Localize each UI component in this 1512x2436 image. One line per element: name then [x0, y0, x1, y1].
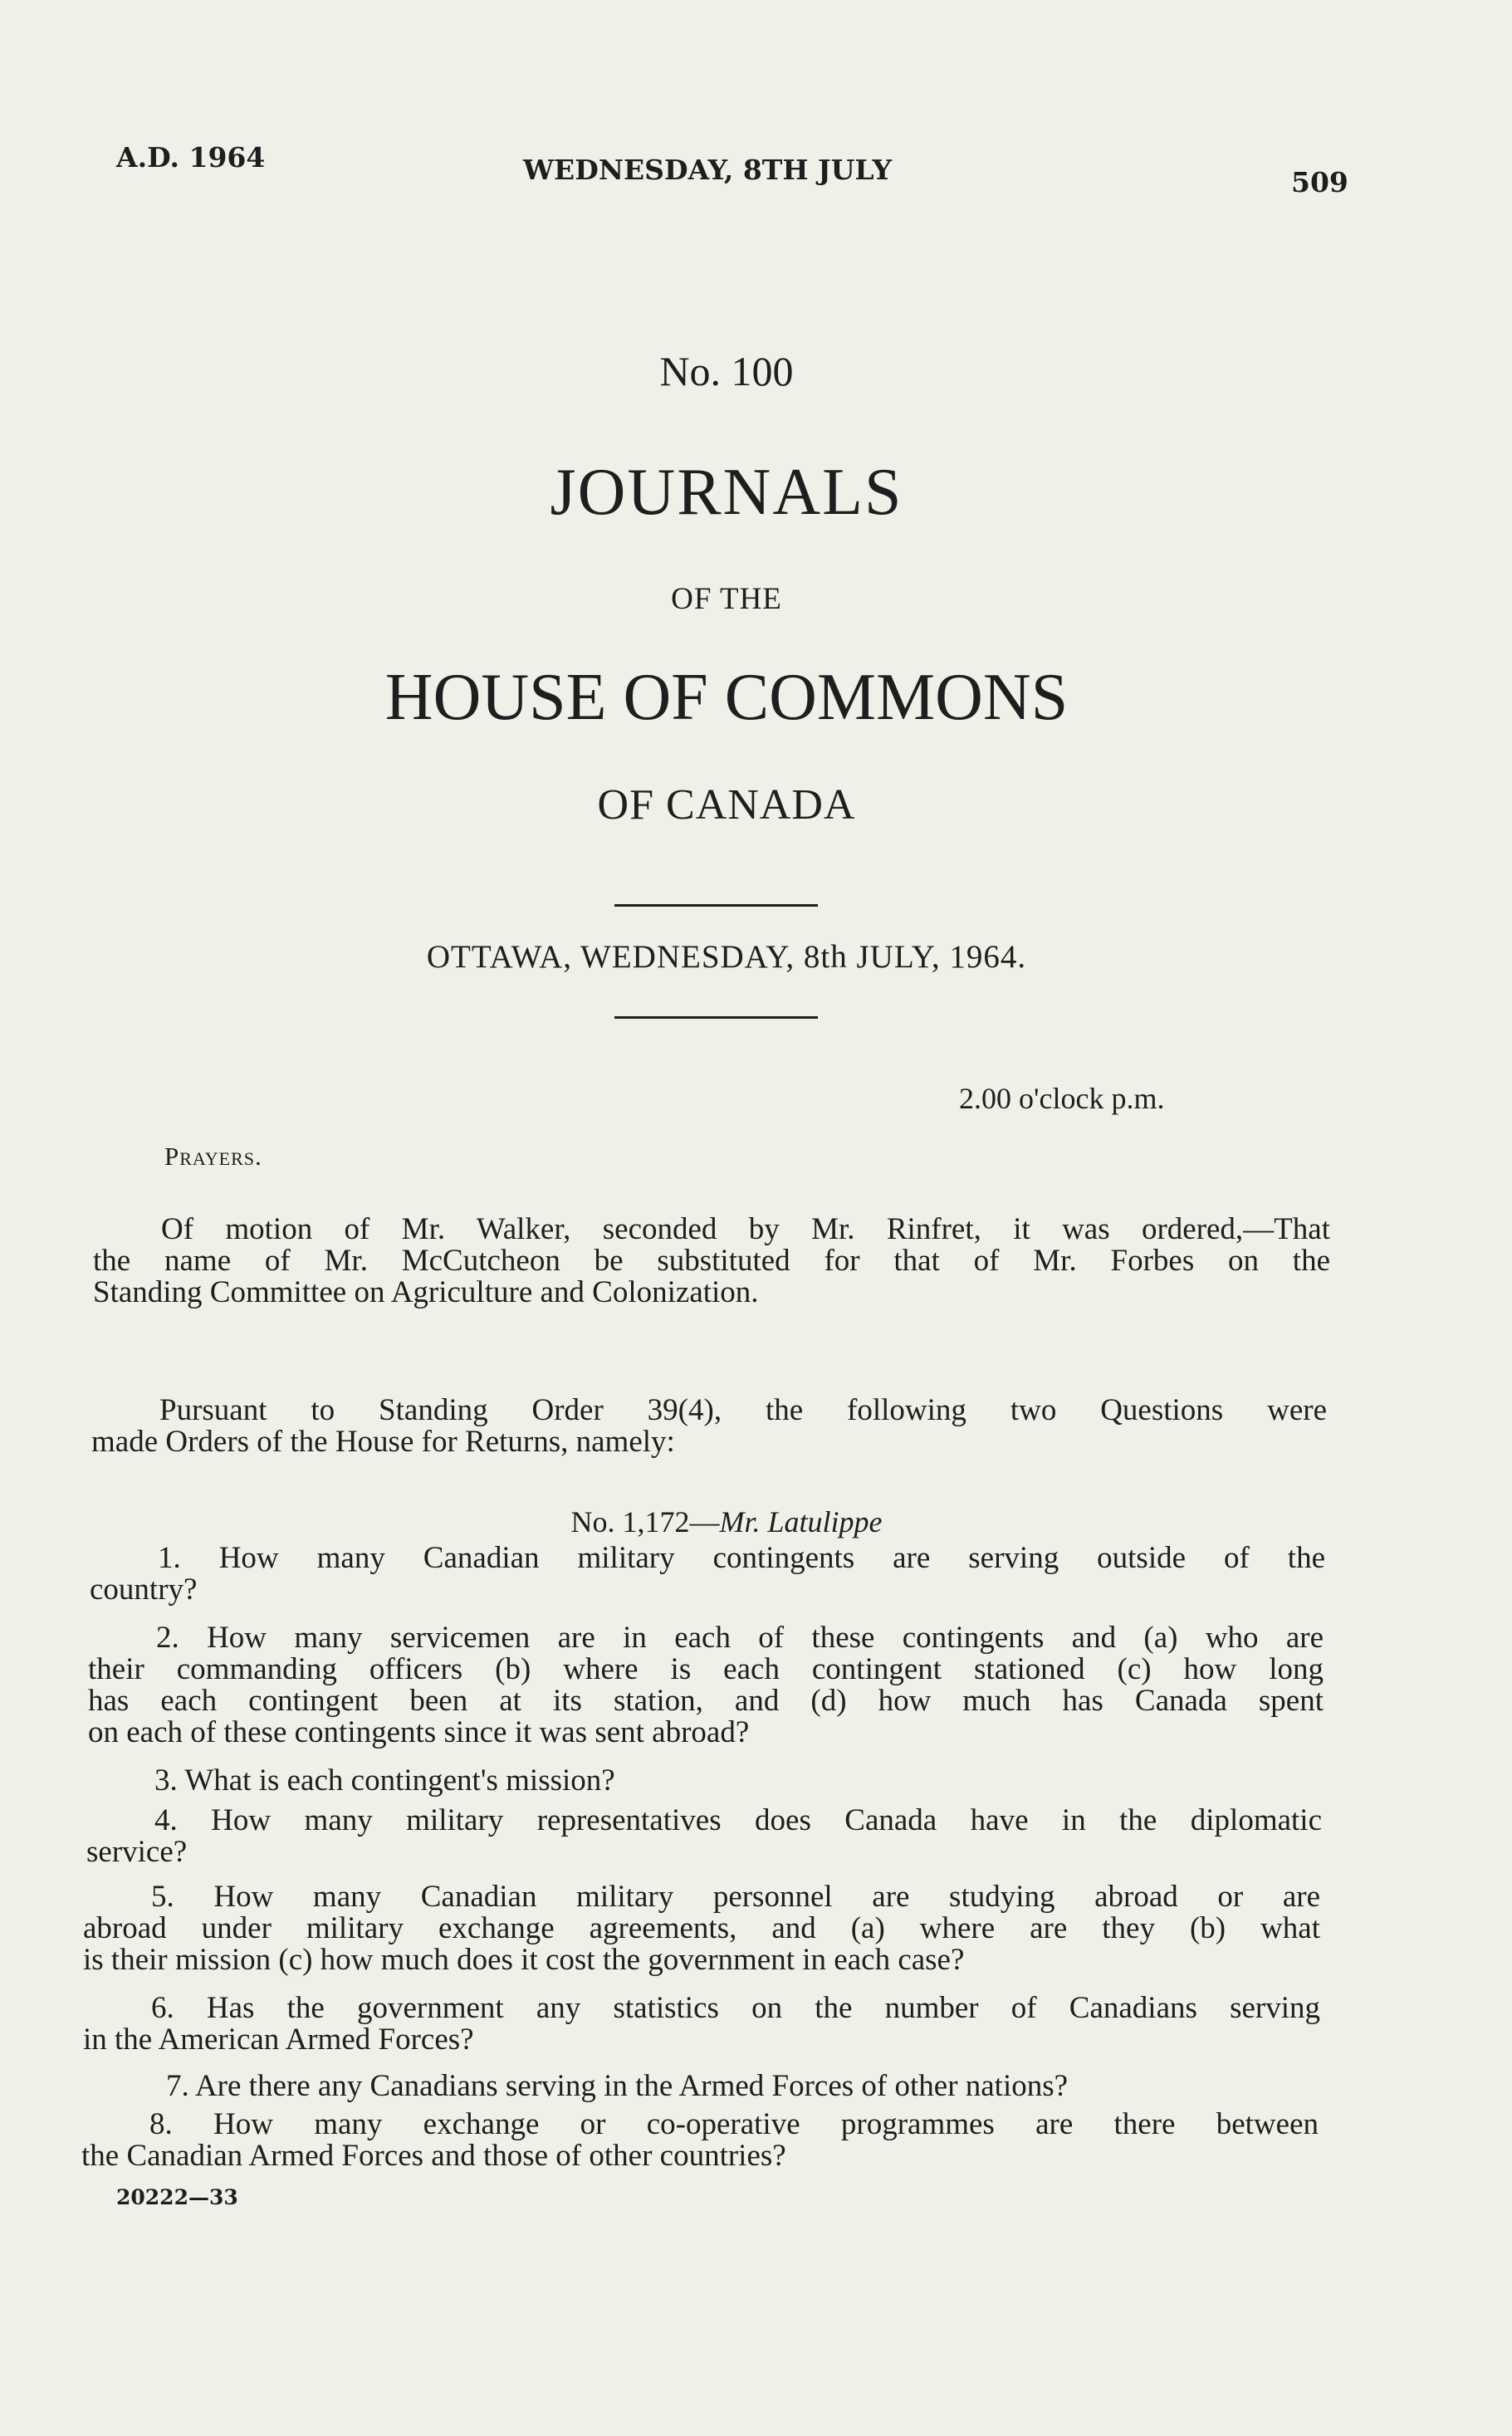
text-line: Standing Committee on Agriculture and Colonization.: [93, 1275, 759, 1309]
prayers-heading: Prayers.: [164, 1142, 262, 1171]
title-of-canada: OF CANADA: [597, 781, 856, 829]
issue-number: No. 100: [659, 348, 794, 394]
text-line: 7. Are there any Canadians serving in the Armed Forces of other nations?: [166, 2069, 1069, 2103]
house-title: HOUSE OF COMMONS: [384, 661, 1069, 734]
title-of-the: OF THE: [671, 582, 782, 616]
motion-paragraph: [93, 1214, 1330, 1308]
question-6: [83, 1993, 1320, 2056]
header-date: WEDNESDAY, 8TH JULY: [523, 154, 893, 186]
header-year: A.D. 1964: [116, 141, 266, 174]
question-7: [83, 2071, 1320, 2102]
dateline: OTTAWA, WEDNESDAY, 8th JULY, 1964.: [426, 939, 1027, 975]
text-line: made Orders of the House for Returns, namely:: [91, 1425, 675, 1459]
question-heading: No. 1,172—Mr. Latulippe: [570, 1505, 883, 1538]
printer-mark: 20222—33: [116, 2185, 238, 2209]
sitting-time: 2.00 o'clock p.m.: [959, 1082, 1165, 1115]
text-line: service?: [86, 1835, 188, 1869]
divider-rule-top: [614, 904, 818, 907]
text-line: 1. How many Canadian military contingents are serving outside of the: [158, 1541, 1325, 1575]
text-line: 2. How many servicemen are in each of these contingents and (a) who are: [156, 1621, 1324, 1655]
question-3: [86, 1765, 1322, 1797]
question-2: [88, 1622, 1324, 1749]
page-number: 509: [1291, 166, 1348, 198]
text-line: on each of these contingents since it was sent abroad?: [88, 1715, 750, 1749]
text-line: the name of Mr. McCutcheon be substituted for that of Mr. Forbes on the: [93, 1244, 1330, 1278]
text-line: has each contingent been at its station, and (d) how much has Canada spent: [88, 1684, 1324, 1718]
question-8: [81, 2109, 1319, 2172]
question-4: [86, 1805, 1322, 1868]
journal-title: JOURNALS: [550, 456, 903, 529]
returns-paragraph: [91, 1395, 1327, 1458]
text-line: 6. Has the government any statistics on the number of Canadians serving: [151, 1991, 1320, 2025]
text-line: their commanding officers (b) where is each contingent stationed (c) how long: [88, 1652, 1324, 1686]
text-line: country?: [90, 1573, 198, 1607]
text-line: is their mission (c) how much does it cost the government in each case?: [83, 1943, 965, 1977]
text-line: Of motion of Mr. Walker, seconded by Mr. Rinfret, it was ordered,—That: [161, 1212, 1330, 1246]
divider-rule-bottom: [614, 1016, 818, 1019]
question-5: [83, 1881, 1320, 1976]
text-line: the Canadian Armed Forces and those of other countries?: [81, 2139, 786, 2173]
text-line: 5. How many Canadian military personnel are studying abroad or are: [151, 1880, 1320, 1914]
text-line: Pursuant to Standing Order 39(4), the following two Questions were: [159, 1393, 1327, 1427]
question-1: [90, 1543, 1325, 1606]
text-line: abroad under military exchange agreements, and (a) where are they (b) what: [83, 1911, 1320, 1945]
text-line: in the American Armed Forces?: [83, 2023, 474, 2057]
text-line: 3. What is each contingent's mission?: [154, 1763, 615, 1798]
text-line: 8. How many exchange or co-operative programmes are there between: [149, 2107, 1319, 2141]
text-line: 4. How many military representatives does Canada have in the diplomatic: [154, 1803, 1322, 1837]
